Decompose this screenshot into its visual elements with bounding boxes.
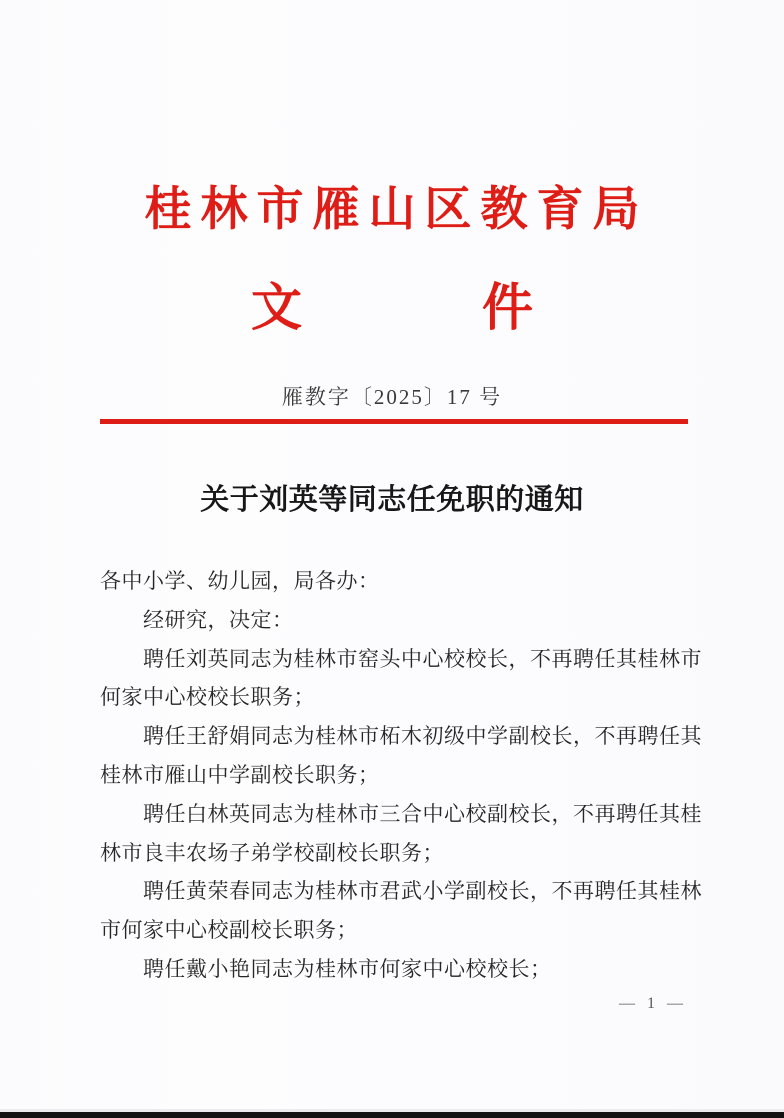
body-line: 聘任王舒娟同志为桂林市柘木初级中学副校长，不再聘任其 <box>143 724 702 749</box>
body-line: 聘任刘英同志为桂林市窑头中心校校长，不再聘任其桂林市 <box>143 646 702 671</box>
body-line: 林市良丰农场子弟学校副校长职务； <box>100 840 444 865</box>
body-line: 经研究，决定： <box>143 607 294 632</box>
scan-edge-bottom <box>0 1112 784 1118</box>
doc-type <box>0 266 784 340</box>
agency-name: 桂林市雁山区教育局 <box>144 184 649 236</box>
body-line: 聘任白林英同志为桂林市三合中心校副校长，不再聘任其桂 <box>143 801 702 826</box>
body-text <box>100 562 702 989</box>
body-line: 聘任戴小艳同志为桂林市何家中心校校长； <box>143 956 552 981</box>
doc-type-char-second: 件 <box>482 281 534 337</box>
body-line: 市何家中心校副校长职务； <box>100 918 358 943</box>
body-line: 桂林市雁山中学副校长职务； <box>100 762 380 787</box>
red-separator-line <box>100 419 688 424</box>
notice-title: 关于刘英等同志任免职的通知 <box>200 484 584 516</box>
page-number: — 1 — <box>619 995 687 1012</box>
body-line: 聘任黄荣春同志为桂林市君武小学副校长，不再聘任其桂林 <box>143 879 702 904</box>
doc-type-char-first: 文 <box>250 281 302 337</box>
doc-number: 雁教字〔2025〕17 号 <box>281 385 503 409</box>
body-line: 何家中心校校长职务； <box>100 685 315 710</box>
body-line-salutation: 各中小学、幼儿园，局各办： <box>100 569 380 593</box>
